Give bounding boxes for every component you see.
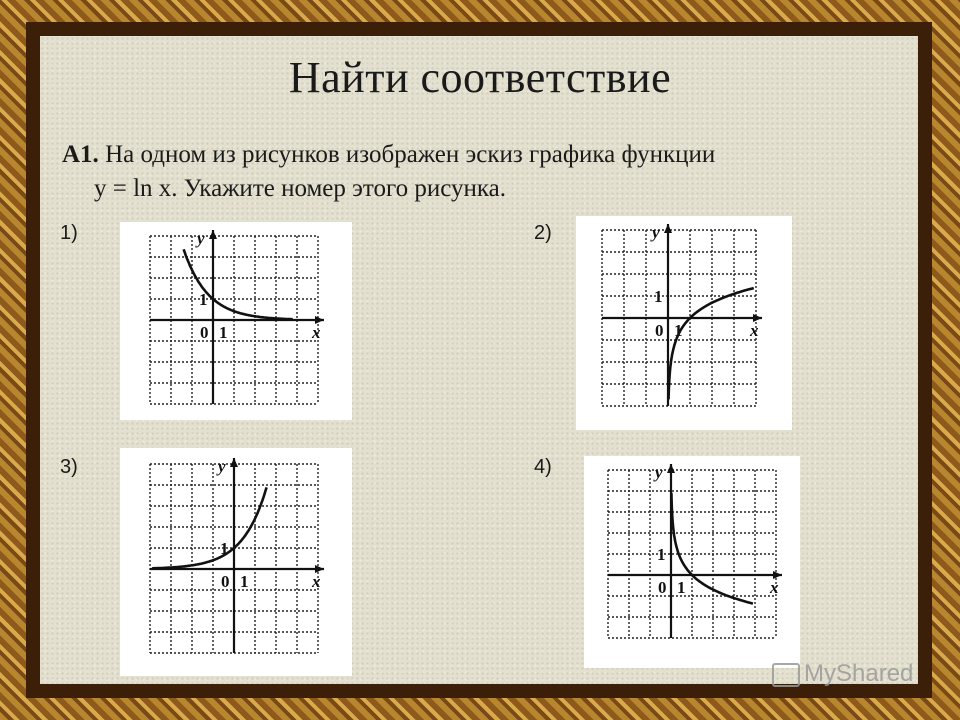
x-axis-label: x — [312, 572, 321, 591]
graph-4-svg — [584, 456, 800, 668]
y-axis-arrow — [209, 230, 217, 239]
x-unit-label: 1 — [677, 578, 686, 597]
origin-label: 0 — [200, 323, 209, 342]
y-axis-arrow — [230, 458, 238, 467]
graph-2-svg — [576, 216, 792, 430]
presentation-icon — [772, 663, 800, 687]
function-curve — [669, 288, 754, 399]
option-1-label[interactable]: 1) — [60, 222, 78, 244]
watermark — [772, 660, 922, 690]
slide-title: Найти соответствие — [288, 53, 672, 102]
graph-1-svg — [120, 222, 352, 420]
x-unit-label: 1 — [219, 323, 228, 342]
y-unit-label: 1 — [220, 539, 229, 558]
y-axis-arrow — [667, 464, 675, 473]
y-axis-label: y — [197, 229, 205, 248]
y-unit-label: 1 — [199, 290, 208, 309]
origin-label: 0 — [658, 578, 667, 597]
question-line-2: y = ln x. Укажите номер этого рисунка. — [94, 175, 506, 202]
origin-label: 0 — [221, 572, 230, 591]
question-line-1: На одном из рисунков изображен эскиз графика функции — [98, 141, 716, 168]
x-axis-label: x — [312, 323, 321, 342]
question-text — [62, 138, 922, 206]
function-curve — [152, 487, 267, 568]
option-3-graph[interactable] — [120, 448, 352, 676]
question-number: А1. — [62, 141, 99, 168]
option-4-label[interactable]: 4) — [534, 456, 552, 478]
option-1-graph[interactable] — [120, 222, 352, 420]
graph-3-svg — [120, 448, 352, 676]
y-unit-label: 1 — [657, 545, 666, 564]
x-axis-label: x — [750, 321, 759, 340]
watermark-text: MyShared — [804, 660, 914, 687]
y-axis-arrow — [664, 224, 672, 233]
y-axis-label: y — [655, 463, 663, 482]
x-unit-label: 1 — [240, 572, 249, 591]
x-axis-label: x — [770, 578, 779, 597]
origin-label: 0 — [655, 321, 664, 340]
option-2-graph[interactable] — [576, 216, 792, 430]
x-unit-label: 1 — [674, 321, 683, 340]
option-4-graph[interactable] — [584, 456, 800, 668]
y-unit-label: 1 — [654, 287, 663, 306]
option-3-label[interactable]: 3) — [60, 456, 78, 478]
option-2-label[interactable]: 2) — [534, 222, 552, 244]
y-axis-label: y — [218, 457, 226, 476]
y-axis-label: y — [652, 223, 660, 242]
